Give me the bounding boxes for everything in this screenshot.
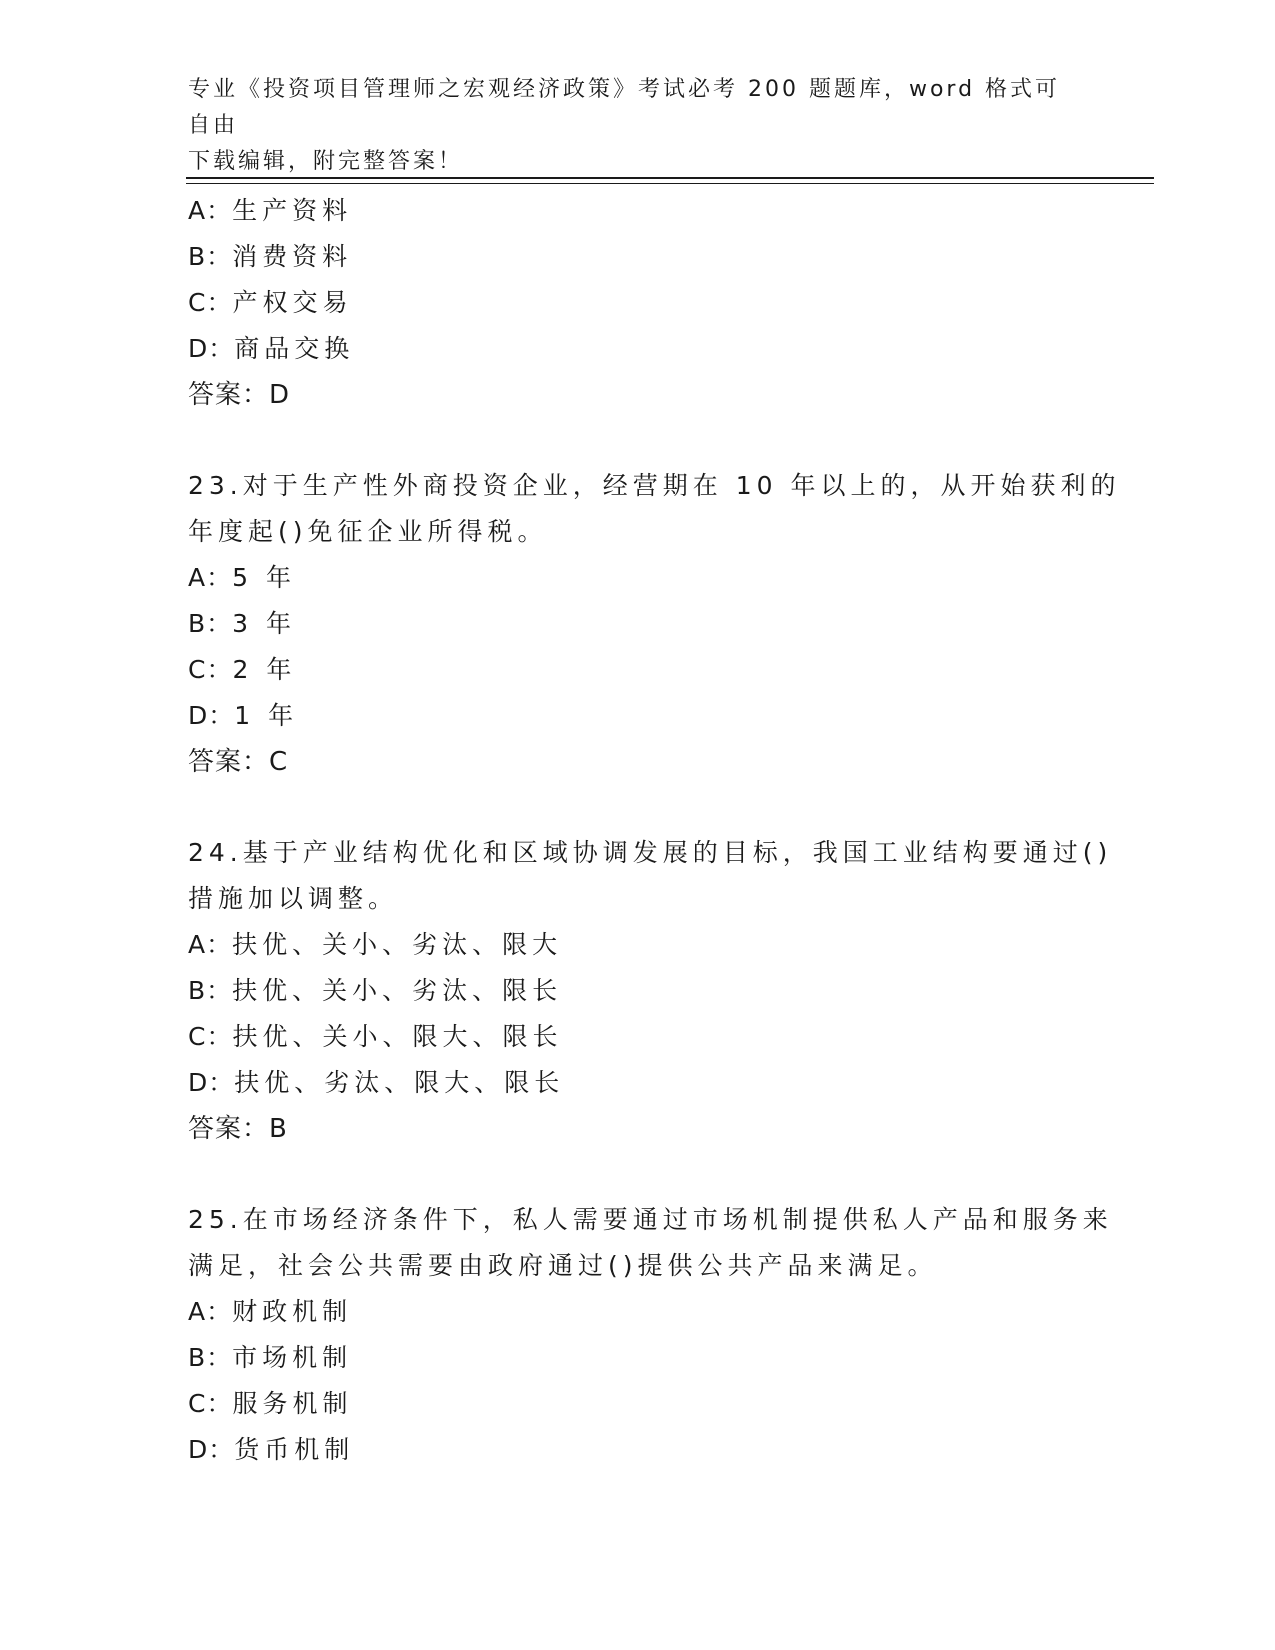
question-stem-line-2: 年度起()免征企业所得税。 [188, 517, 548, 546]
spacer [188, 1152, 1088, 1197]
question-stem-line-1: 23.对于生产性外商投资企业，经营期在 10 年以上的，从开始获利的 [188, 471, 1121, 500]
option-d: D：扶优、劣汰、限大、限长 [188, 1068, 565, 1097]
answer-line: 答案：C [188, 747, 289, 777]
question-24 [188, 830, 1113, 1152]
question-content [188, 188, 1121, 1473]
option-a: A：5 年 [188, 563, 296, 592]
header-divider-thick [186, 177, 1154, 179]
answer-line: 答案：B [188, 1114, 288, 1144]
option-d: D：货币机制 [188, 1435, 355, 1464]
option-d: D：商品交换 [188, 334, 355, 363]
question-stem-line-1: 25.在市场经济条件下，私人需要通过市场机制提供私人产品和服务来 [188, 1205, 1113, 1234]
question-25 [188, 1197, 1113, 1473]
question-22-continued [188, 188, 1088, 418]
option-c: C：产权交易 [188, 288, 353, 317]
option-a: A：扶优、关小、劣汰、限大 [188, 930, 563, 959]
question-stem-line-2: 措施加以调整。 [188, 884, 399, 913]
answer-line: 答案：D [188, 380, 291, 410]
spacer [188, 785, 1088, 830]
question-stem-line-2: 满足，社会公共需要由政府通过()提供公共产品来满足。 [188, 1251, 938, 1280]
option-a: A：生产资料 [188, 196, 353, 225]
option-b: B：消费资料 [188, 242, 353, 271]
document-header [188, 72, 1068, 180]
header-intro-line-2: 下载编辑，附完整答案！ [188, 149, 464, 174]
option-c: C：服务机制 [188, 1389, 353, 1418]
option-b: B：市场机制 [188, 1343, 353, 1372]
option-b: B：3 年 [188, 609, 297, 638]
header-divider-thin [186, 183, 1154, 184]
option-c: C：扶优、关小、限大、限长 [188, 1022, 563, 1051]
option-c: C：2 年 [188, 655, 297, 684]
header-intro-line-1: 专业《投资项目管理师之宏观经济政策》考试必考 200 题题库，word 格式可自由 [188, 77, 1061, 138]
option-b: B：扶优、关小、劣汰、限长 [188, 976, 563, 1005]
option-d: D：1 年 [188, 701, 299, 730]
option-a: A：财政机制 [188, 1297, 353, 1326]
question-stem-line-1: 24.基于产业结构优化和区域协调发展的目标，我国工业结构要通过() [188, 838, 1113, 867]
question-23 [188, 463, 1121, 785]
spacer [188, 418, 1088, 463]
